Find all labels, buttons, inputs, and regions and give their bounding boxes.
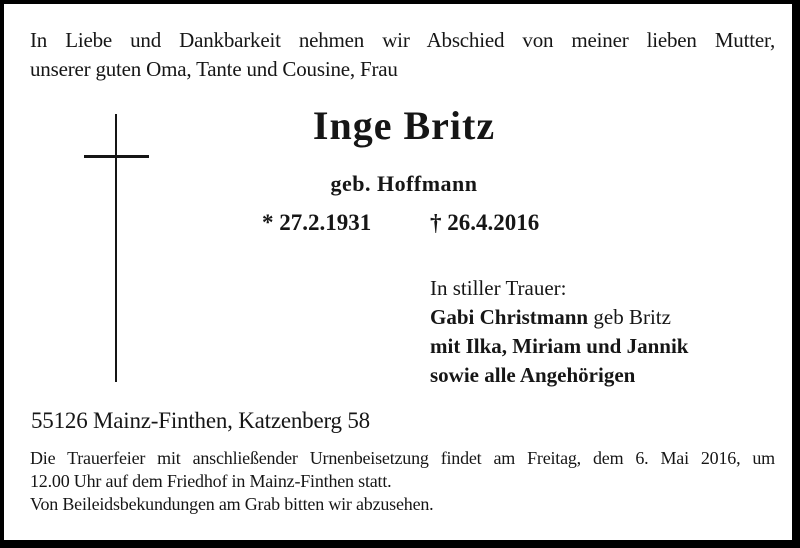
maiden-name: geb. Hoffmann bbox=[330, 171, 478, 196]
deceased-name: Inge Britz bbox=[312, 103, 496, 148]
mourners-line-primary bbox=[430, 303, 688, 332]
intro-paragraph bbox=[30, 26, 775, 84]
funeral-line-1: Die Trauerfeier mit anschließender Urnenbeisetzung findet am Freitag, dem 6. Mai 2016, um bbox=[30, 448, 775, 468]
intro-line-2: unserer guten Oma, Tante und Cousine, Frau bbox=[30, 57, 398, 81]
mourner-primary-name: Gabi Christmann bbox=[430, 305, 589, 329]
funeral-info bbox=[30, 447, 775, 516]
intro-line-1: In Liebe und Dankbarkeit nehmen wir Abschied von meiner lieben Mutter, bbox=[30, 28, 775, 52]
cross-horizontal-bar bbox=[84, 155, 149, 158]
death-date: † 26.4.2016 bbox=[430, 210, 540, 235]
mourners-line-children: mit Ilka, Miriam und Jannik bbox=[430, 334, 689, 358]
address-line: 55126 Mainz-Finthen, Katzenberg 58 bbox=[31, 408, 370, 433]
mourners-block bbox=[430, 274, 688, 390]
funeral-line-2: 12.00 Uhr auf dem Friedhof in Mainz-Finthen statt. bbox=[30, 471, 392, 491]
mourners-line-relatives: sowie alle Angehörigen bbox=[430, 363, 636, 387]
mourners-heading: In stiller Trauer: bbox=[430, 276, 567, 300]
mourner-primary-suffix: geb Britz bbox=[588, 305, 671, 329]
condolence-note: Von Beileidsbekundungen am Grab bitten wir abzusehen. bbox=[30, 494, 434, 514]
birth-date: * 27.2.1931 bbox=[262, 210, 372, 235]
